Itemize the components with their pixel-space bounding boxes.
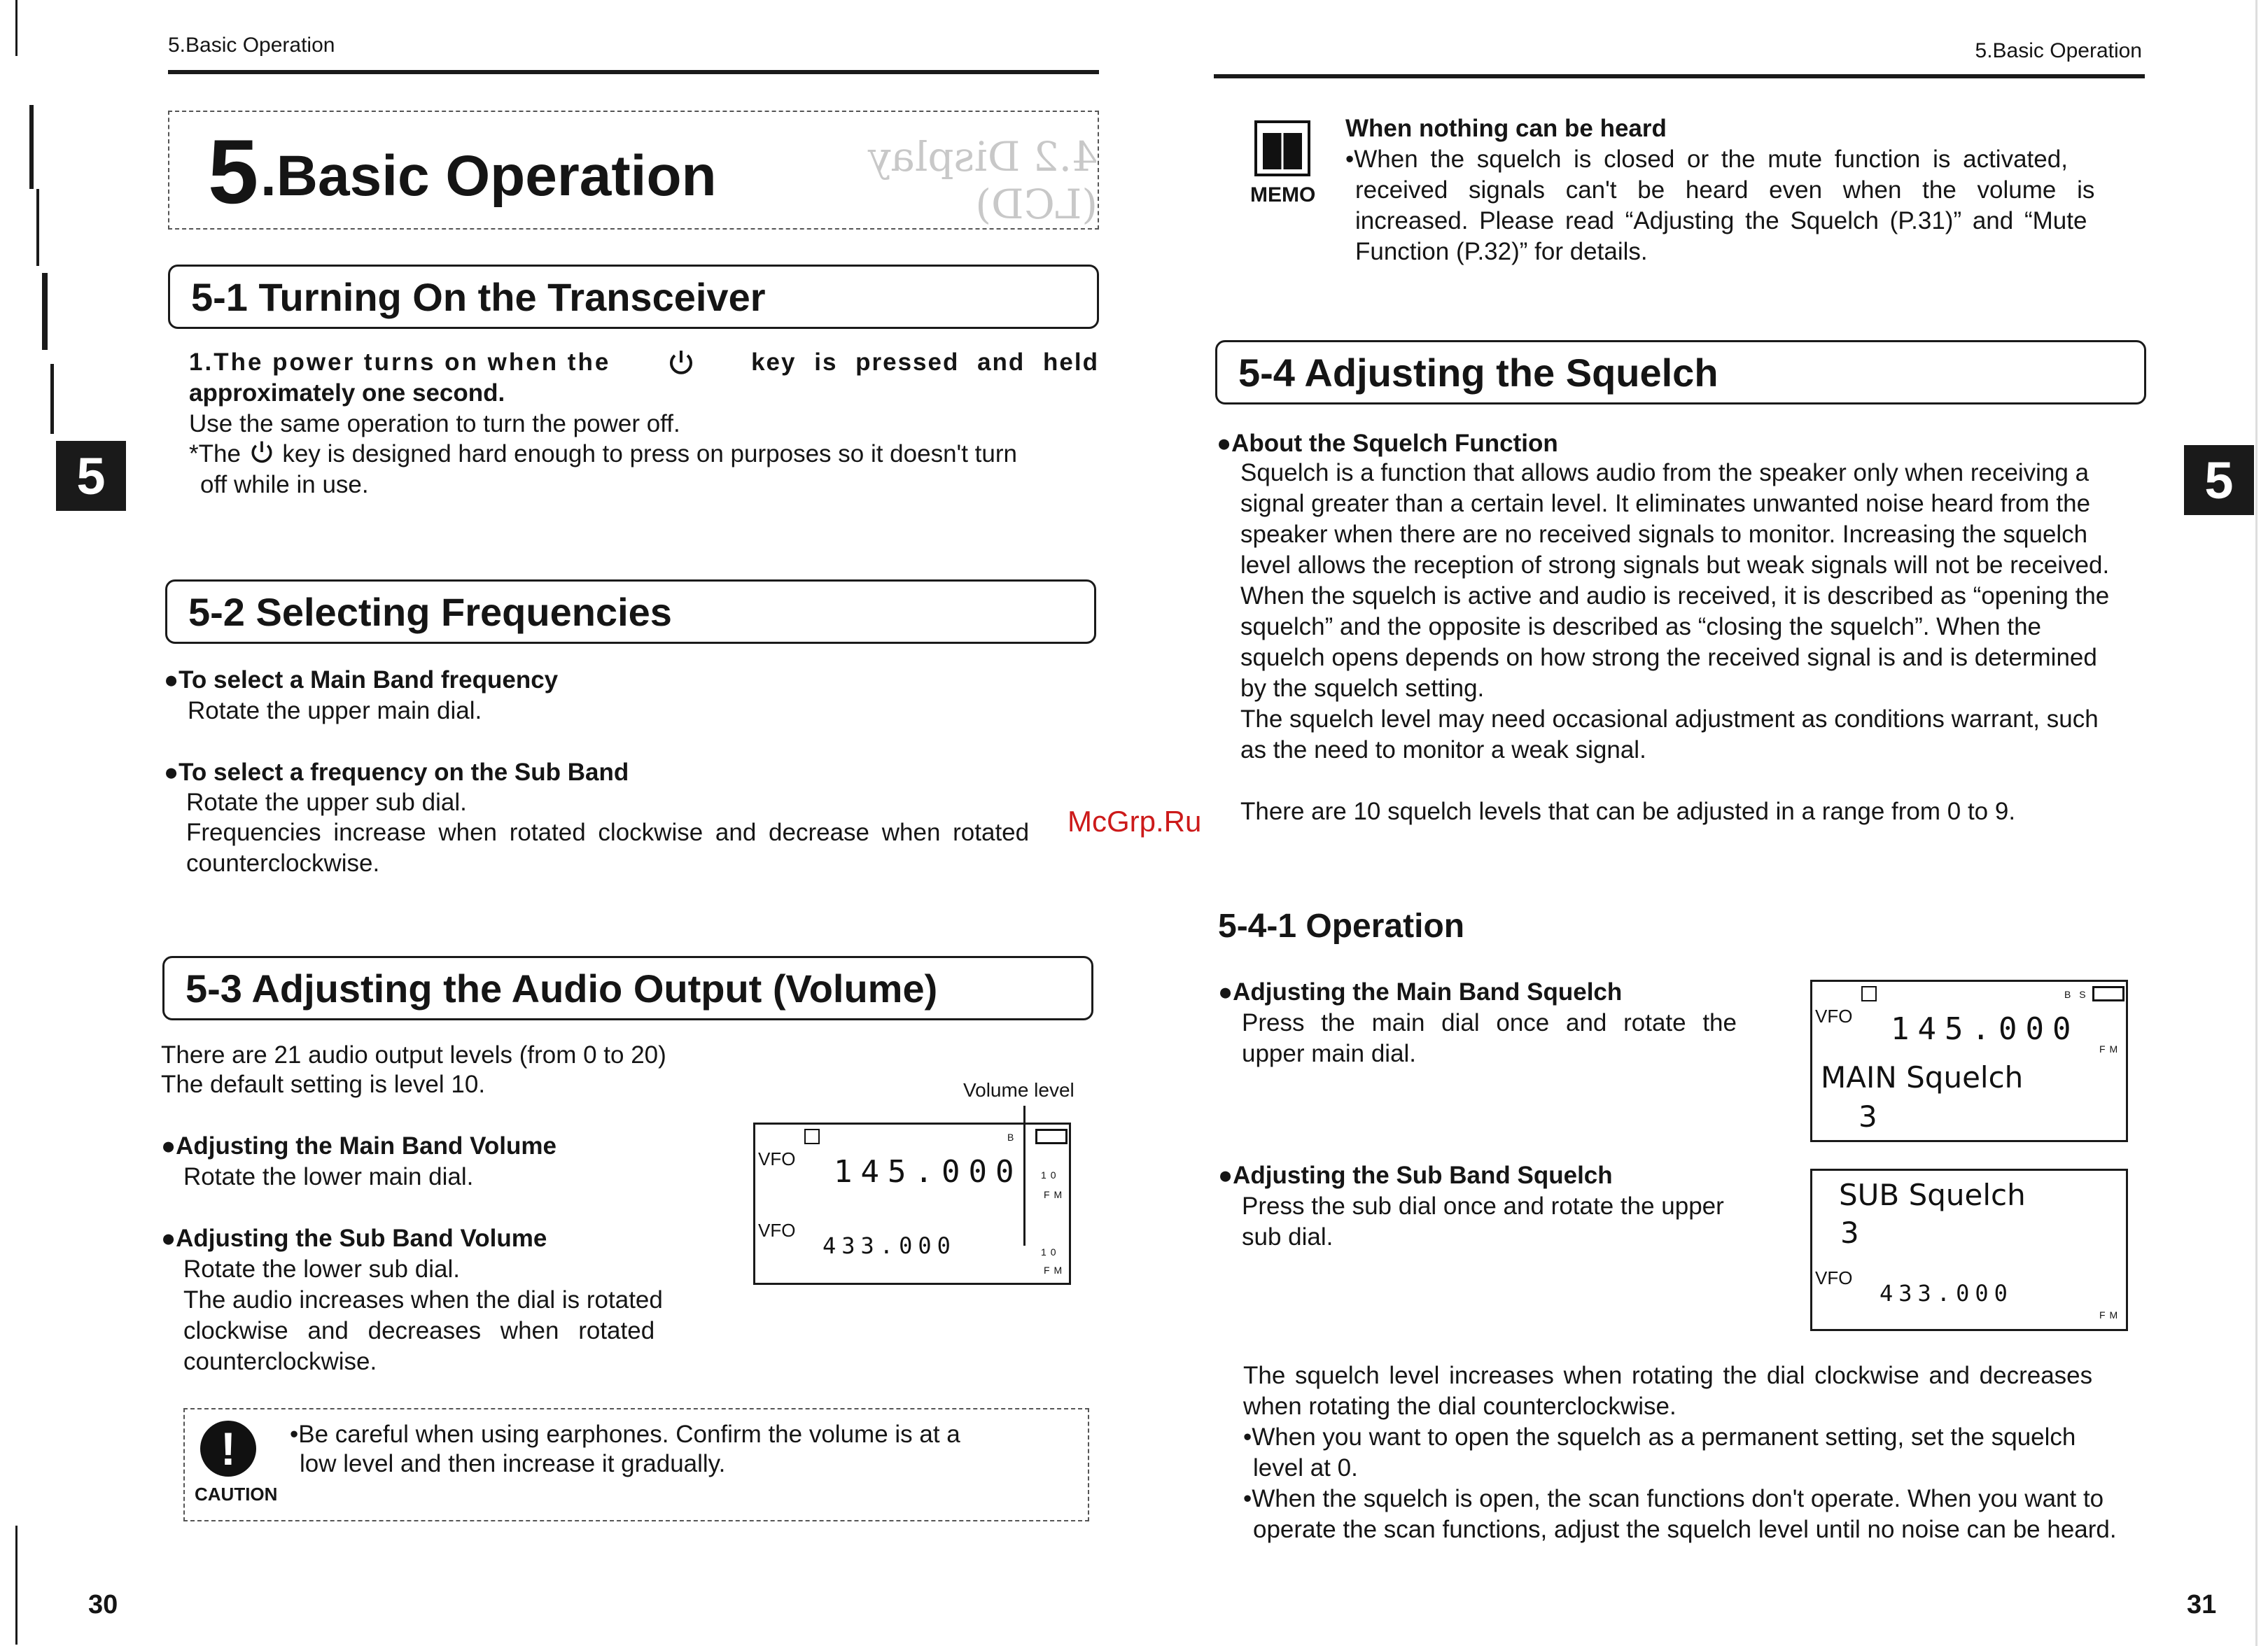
sec53-heading-sub: ●Adjusting the Sub Band Volume (161, 1225, 547, 1252)
sec52-text-freq (186, 817, 1093, 879)
section-5-4-title: 5-4 Adjusting the Squelch (1215, 340, 2146, 405)
scan-mark (50, 364, 54, 434)
lcd-sub-frequency: 433.000 (822, 1232, 956, 1259)
sec541-notes (1243, 1360, 2149, 1545)
sec51-step-b: key is pressed and held (751, 349, 1099, 376)
sec53-text-audio (183, 1285, 694, 1377)
scan-mark (36, 189, 39, 266)
lcd-main-frequency: 145.000 (1891, 1011, 2080, 1047)
memo-line-3: increased. Please read “Adjusting the Squelch (P.31)” and “Mute (1355, 207, 2087, 234)
sec541-text-sub-1: Press the sub dial once and rotate the upper (1242, 1193, 1724, 1220)
lcd-sub-frequency: 433.000 (1879, 1280, 2013, 1307)
memo-text (1345, 144, 2143, 267)
sec541-text-main-1: Press the main dial once and rotate the (1242, 1009, 1737, 1036)
sec54-line: The squelch level may need occasional adjustment as conditions warrant, such (1240, 705, 2099, 733)
sec53-text-sub: Rotate the lower sub dial. (183, 1255, 460, 1283)
battery-icon (1035, 1129, 1068, 1144)
lcd-b-mark: B (1007, 1132, 1014, 1143)
sec53-intro-1: There are 21 audio output levels (from 0 to 20) (161, 1041, 666, 1069)
sec541-heading-sub: ●Adjusting the Sub Band Squelch (1218, 1162, 1613, 1189)
sec52-heading-sub: ●To select a frequency on the Sub Band (164, 759, 629, 786)
sec53-heading-main: ●Adjusting the Main Band Volume (161, 1132, 556, 1160)
memo-line-4: Function (P.32)” for details. (1355, 238, 1648, 265)
sec51-step-a: 1.The power turns on when the (189, 349, 611, 376)
sec51-note-a: *The (189, 440, 241, 467)
note-line: The squelch level increases when rotating the dial clockwise and decreases (1243, 1362, 2093, 1389)
sec54-levels: There are 10 squelch levels that can be adjusted in a range from 0 to 9. (1240, 798, 2016, 825)
note-line: •When the squelch is open, the scan functions don't operate. When you want to (1243, 1485, 2104, 1512)
note-line: •When you want to open the squelch as a permanent setting, set the squelch (1243, 1423, 2076, 1451)
header-rule (1214, 74, 2145, 78)
section-5-1-title: 5-1 Turning On the Transceiver (168, 265, 1099, 329)
scan-mark (42, 273, 48, 350)
chapter-number: 5 (208, 120, 259, 223)
sub-squelch-lcd (1810, 1169, 2128, 1331)
sec51-step-c: approximately one second. (189, 379, 505, 407)
power-icon (666, 347, 696, 378)
lcd-main-volume-level: 10 (1041, 1169, 1060, 1181)
scan-mark (15, 0, 18, 56)
lcd-sub-vfo: VFO (758, 1220, 796, 1241)
lcd-main-mode: FM (2099, 1043, 2122, 1055)
sec53-audio-a: The audio increases when the dial is rotated (183, 1286, 663, 1314)
memory-icon (1861, 986, 1877, 1001)
sec52-text-sub: Rotate the upper sub dial. (186, 789, 467, 816)
scan-mark (29, 105, 34, 189)
sec54-line: level allows the reception of strong signals but weak signals will not be received. (1240, 551, 2110, 579)
note-line: when rotating the dial counterclockwise. (1243, 1393, 1676, 1420)
lcd-main-squelch-value: 3 (1858, 1099, 1877, 1134)
memo-label: MEMO (1250, 183, 1316, 206)
sec54-line: by the squelch setting. (1240, 675, 1485, 702)
sec52-text-freq-b: counterclockwise. (186, 850, 380, 877)
sec51-line2: Use the same operation to turn the power off. (189, 410, 680, 437)
chapter-title: .Basic Operation (260, 144, 717, 208)
page-number-right: 31 (2187, 1590, 2217, 1619)
section-5-2-title: 5-2 Selecting Frequencies (165, 579, 1096, 644)
watermark: McGrp.Ru (1068, 805, 1202, 838)
sec52-text-freq-a: Frequencies increase when rotated clockwise and decrease when rotated (186, 819, 1030, 846)
sec51-note (189, 438, 1099, 500)
sec54-line: as the need to monitor a weak signal. (1240, 736, 1646, 764)
note-line: operate the scan functions, adjust the squelch level until no noise can be heard. (1253, 1516, 2117, 1543)
sec53-audio-b: clockwise and decreases when rotated (183, 1317, 655, 1344)
caution-icon: ! (200, 1421, 256, 1477)
sec541-text-sub-2: sub dial. (1242, 1223, 1334, 1251)
sec54-line: signal greater than a certain level. It eliminates unwanted noise heard from the (1240, 490, 2091, 517)
volume-level-label: Volume level (963, 1079, 1074, 1101)
sec54-line: squelch opens depends on how strong the received signal is and is determined (1240, 644, 2097, 671)
lcd-sub-squelch-label: SUB Squelch (1839, 1178, 2026, 1212)
lcd-main-squelch-label: MAIN Squelch (1821, 1060, 2024, 1095)
page-header: 5.Basic Operation (1975, 39, 2142, 62)
sec541-heading-main: ●Adjusting the Main Band Squelch (1218, 978, 1623, 1006)
chapter-tab: 5 (56, 441, 126, 511)
sec54-line: When the squelch is active and audio is received, it is described as “opening the (1240, 582, 2110, 610)
sec53-intro-2: The default setting is level 10. (161, 1071, 486, 1098)
chapter-ghost-text: 4.2 Display (LCD) (867, 133, 1098, 228)
chapter-title-box (168, 111, 1099, 230)
memo-line-2: received signals can't be heard even when the volume is (1355, 176, 2095, 204)
note-line: level at 0. (1253, 1454, 1358, 1482)
lcd-sub-mode: FM (1044, 1265, 1067, 1276)
page-header: 5.Basic Operation (168, 34, 335, 57)
chapter-tab: 5 (2184, 445, 2254, 515)
sec52-heading-main: ●To select a Main Band frequency (164, 666, 559, 694)
caution-text-2: low level and then increase it gradually. (300, 1450, 726, 1477)
sec54-line: squelch” and the opposite is described as “closing the squelch”. When the (1240, 613, 2041, 640)
sec541-title: 5-4-1 Operation (1218, 908, 1465, 945)
lcd-sub-mode: FM (2099, 1309, 2122, 1321)
lcd-main-vfo: VFO (1815, 1006, 1853, 1027)
sec54-line: Squelch is a function that allows audio from the speaker only when receiving a (1240, 459, 2090, 486)
main-squelch-lcd (1810, 980, 2128, 1142)
sec53-audio-c: counterclockwise. (183, 1348, 377, 1375)
lcd-main-mode: FM (1044, 1189, 1067, 1200)
sec51-step (189, 347, 1099, 409)
scan-mark (15, 1526, 18, 1645)
memo-icon (1253, 119, 1312, 178)
sec51-note-c: off while in use. (200, 471, 369, 498)
lcd-sub-vfo: VFO (1815, 1267, 1853, 1288)
caution-box (183, 1408, 1089, 1521)
memo-title: When nothing can be heard (1345, 115, 1667, 142)
lcd-sub-volume-level: 10 (1041, 1246, 1060, 1258)
sec52-text-main: Rotate the upper main dial. (188, 697, 482, 724)
caution-label: CAUTION (195, 1484, 278, 1505)
scan-mark (2255, 0, 2258, 1646)
lcd-main-frequency: 145.000 (834, 1154, 1023, 1190)
volume-lcd-display (753, 1123, 1071, 1285)
caution-text-1: •Be careful when using earphones. Confirm the volume is at a (290, 1421, 960, 1448)
section-5-3-title: 5-3 Adjusting the Audio Output (Volume) (162, 956, 1093, 1020)
memo-line-1: •When the squelch is closed or the mute function is activated, (1345, 146, 2068, 173)
battery-icon (2092, 986, 2124, 1001)
lcd-sub-squelch-value: 3 (1840, 1216, 1859, 1250)
power-icon (248, 438, 276, 466)
sec51-note-b: key is designed hard enough to press on purposes so it doesn't turn (282, 440, 1017, 467)
sec541-text-main-2: upper main dial. (1242, 1040, 1417, 1067)
lcd-bs-mark: B S (2064, 989, 2089, 1000)
memory-icon (804, 1129, 820, 1144)
header-rule (168, 70, 1099, 74)
sec54-body (1240, 458, 2146, 766)
sec53-text-main: Rotate the lower main dial. (183, 1163, 474, 1190)
sec54-line: speaker when there are no received signals to monitor. Increasing the squelch (1240, 521, 2088, 548)
sec54-about-heading: ●About the Squelch Function (1217, 430, 1558, 457)
lcd-main-vfo: VFO (758, 1148, 796, 1169)
page-number-left: 30 (88, 1590, 118, 1619)
